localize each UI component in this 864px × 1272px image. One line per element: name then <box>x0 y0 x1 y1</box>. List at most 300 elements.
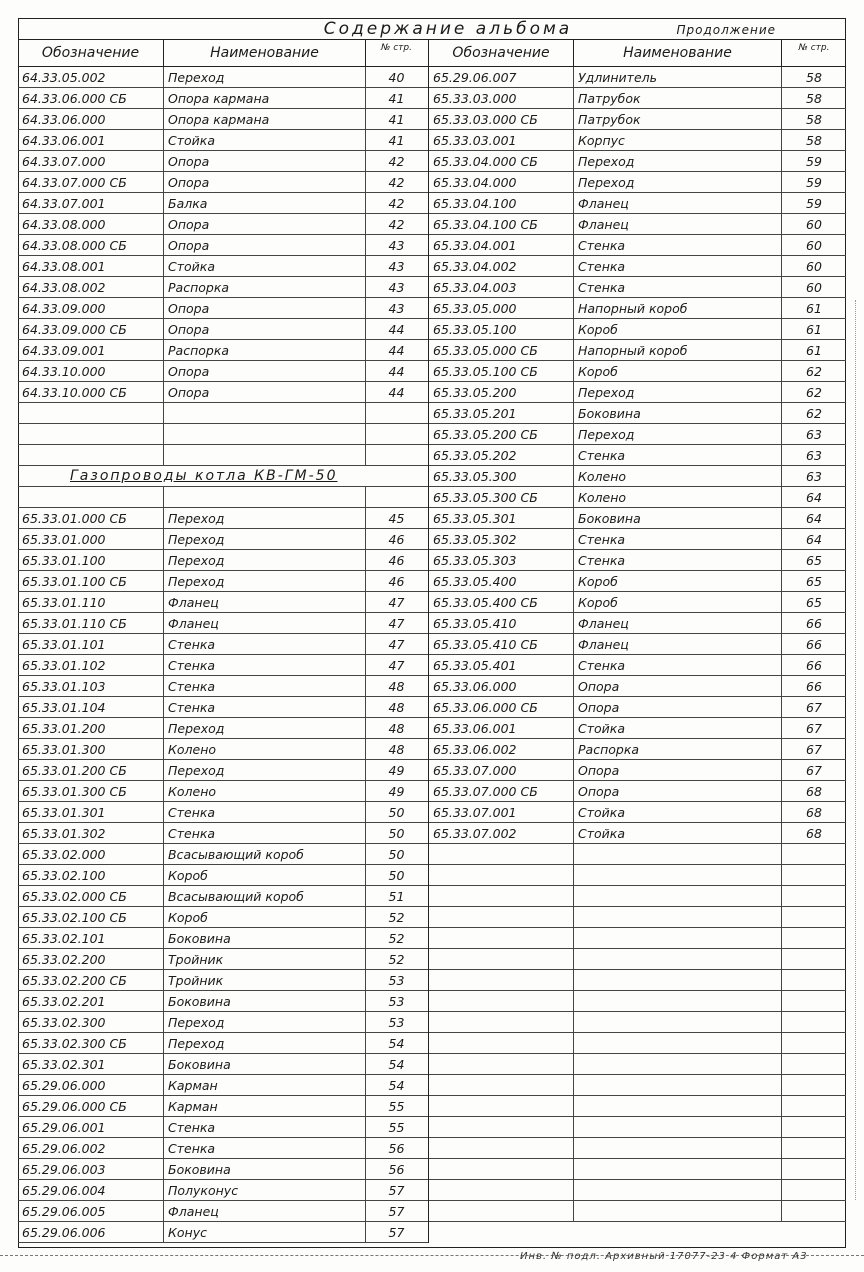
page-cell: 57 <box>388 1225 405 1240</box>
empty-cell <box>574 991 782 1011</box>
name-cell: Стенка <box>574 655 782 675</box>
page-cell: 57 <box>388 1204 405 1219</box>
empty-cell <box>574 970 782 990</box>
table-row <box>429 760 846 781</box>
designation-cell: 64.33.06.001 <box>18 130 164 150</box>
name-cell: Стенка <box>574 529 782 549</box>
name-cell: Боковина <box>164 991 366 1011</box>
page-cell: 63 <box>806 469 822 484</box>
designation-cell: 65.33.01.301 <box>18 802 164 822</box>
designation-cell: 65.33.05.401 <box>429 655 574 675</box>
designation-cell: 65.33.04.100 СБ <box>429 214 574 234</box>
designation-cell: 65.29.06.007 <box>429 67 574 87</box>
empty-cell <box>429 1180 574 1200</box>
designation-cell: 65.33.03.000 СБ <box>429 109 574 129</box>
designation-cell: 65.33.01.200 СБ <box>18 760 164 780</box>
table-row <box>429 172 846 193</box>
page-cell: 51 <box>388 889 405 904</box>
section-title: Газопроводы котла КВ-ГМ-50 <box>70 468 338 484</box>
table-row <box>429 739 846 760</box>
page-cell: 49 <box>388 784 405 799</box>
right-table <box>429 40 846 1222</box>
page-cell: 62 <box>806 385 822 400</box>
table-row <box>18 67 428 88</box>
empty-row <box>429 991 846 1012</box>
empty-cell <box>782 1012 846 1032</box>
page-cell: 49 <box>388 763 405 778</box>
designation-cell: 65.33.05.100 СБ <box>429 361 574 381</box>
page-cell: 66 <box>806 616 822 631</box>
name-cell <box>164 487 366 507</box>
name-cell: Стенка <box>574 235 782 255</box>
table-row <box>18 970 428 991</box>
header-name: Наименование <box>164 40 366 66</box>
designation-cell: 65.33.03.000 <box>429 88 574 108</box>
page-cell: 44 <box>388 322 405 337</box>
table-row <box>429 613 846 634</box>
name-cell: Опора <box>574 697 782 717</box>
table-row <box>429 277 846 298</box>
name-cell: Стенка <box>574 256 782 276</box>
page-cell: 52 <box>388 952 405 967</box>
table-row <box>429 592 846 613</box>
name-cell: Конус <box>164 1222 366 1242</box>
designation-cell <box>18 487 164 507</box>
table-row <box>18 1222 428 1243</box>
name-cell: Переход <box>164 1033 366 1053</box>
name-cell: Опора кармана <box>164 109 366 129</box>
empty-row <box>429 1201 846 1222</box>
page-cell: 47 <box>388 637 405 652</box>
table-row <box>18 949 428 970</box>
page-cell: 57 <box>388 1183 405 1198</box>
table-row <box>18 718 428 739</box>
page-cell <box>366 445 427 465</box>
table-row <box>18 928 428 949</box>
designation-cell: 65.33.05.000 СБ <box>429 340 574 360</box>
name-cell: Короб <box>574 319 782 339</box>
table-row <box>18 130 428 151</box>
empty-row <box>429 1096 846 1117</box>
table-row <box>429 802 846 823</box>
designation-cell: 65.33.02.200 <box>18 949 164 969</box>
page-cell: 62 <box>806 406 822 421</box>
page-cell: 42 <box>388 196 405 211</box>
empty-cell <box>782 1096 846 1116</box>
table-row <box>18 88 428 109</box>
empty-cell <box>574 1180 782 1200</box>
page-cell: 66 <box>806 637 822 652</box>
empty-cell <box>429 928 574 948</box>
name-cell: Фланец <box>574 613 782 633</box>
name-cell: Стенка <box>164 634 366 654</box>
table-row <box>18 424 428 445</box>
name-cell: Переход <box>164 508 366 528</box>
table-row <box>18 1201 428 1222</box>
name-cell: Стенка <box>164 802 366 822</box>
name-cell: Фланец <box>164 613 366 633</box>
designation-cell: 65.33.01.102 <box>18 655 164 675</box>
designation-cell <box>18 445 164 465</box>
table-row <box>18 361 428 382</box>
table-row <box>18 172 428 193</box>
page-cell: 48 <box>388 679 405 694</box>
table-row <box>429 88 846 109</box>
empty-cell <box>574 1075 782 1095</box>
name-cell: Распорка <box>164 277 366 297</box>
table-row <box>429 319 846 340</box>
page-cell: 54 <box>388 1036 405 1051</box>
designation-cell: 64.33.07.000 СБ <box>18 172 164 192</box>
table-row <box>18 676 428 697</box>
table-row <box>429 529 846 550</box>
empty-cell <box>782 1054 846 1074</box>
page-cell: 50 <box>388 868 405 883</box>
page-cell: 41 <box>388 91 405 106</box>
page-cell: 56 <box>388 1162 405 1177</box>
empty-cell <box>429 886 574 906</box>
table-row <box>429 235 846 256</box>
designation-cell: 65.29.06.001 <box>18 1117 164 1137</box>
designation-cell: 65.33.01.302 <box>18 823 164 843</box>
empty-cell <box>574 886 782 906</box>
designation-cell: 65.33.02.000 СБ <box>18 886 164 906</box>
name-cell: Напорный короб <box>574 340 782 360</box>
empty-row <box>429 1138 846 1159</box>
name-cell: Стенка <box>164 1117 366 1137</box>
table-row <box>429 340 846 361</box>
title-bar <box>18 18 846 40</box>
name-cell: Боковина <box>574 403 782 423</box>
continuation-label: Продолжение <box>676 23 776 37</box>
empty-cell <box>782 907 846 927</box>
name-cell: Опора <box>164 235 366 255</box>
page-cell: 40 <box>388 70 405 85</box>
designation-cell <box>18 403 164 423</box>
table-row <box>18 655 428 676</box>
name-cell: Стенка <box>574 277 782 297</box>
header-designation: Обозначение <box>18 40 164 66</box>
table-row <box>429 823 846 844</box>
designation-cell: 64.33.07.001 <box>18 193 164 213</box>
page-cell: 61 <box>806 343 822 358</box>
table-row <box>429 424 846 445</box>
name-cell: Фланец <box>574 214 782 234</box>
designation-cell: 65.33.05.303 <box>429 550 574 570</box>
table-row <box>18 508 428 529</box>
header-designation: Обозначение <box>429 40 574 66</box>
page-cell: 52 <box>388 910 405 925</box>
page-cell: 47 <box>388 658 405 673</box>
table-row <box>18 298 428 319</box>
page-cell: 60 <box>806 280 822 295</box>
name-cell: Опора <box>164 151 366 171</box>
name-cell: Распорка <box>164 340 366 360</box>
page-cell: 44 <box>388 343 405 358</box>
name-cell: Переход <box>164 67 366 87</box>
page-cell: 60 <box>806 217 822 232</box>
empty-row <box>429 1159 846 1180</box>
name-cell: Стойка <box>574 718 782 738</box>
designation-cell: 65.33.04.001 <box>429 235 574 255</box>
name-cell: Короб <box>164 865 366 885</box>
name-cell: Короб <box>574 592 782 612</box>
page-cell: 42 <box>388 217 405 232</box>
page-cell: 65 <box>806 595 822 610</box>
table-row <box>18 151 428 172</box>
table-row <box>18 109 428 130</box>
page-cell: 58 <box>806 70 822 85</box>
header-page: № стр. <box>798 43 830 53</box>
designation-cell: 65.33.05.200 СБ <box>429 424 574 444</box>
empty-row <box>429 1075 846 1096</box>
name-cell: Стенка <box>164 823 366 843</box>
left-table <box>18 40 429 1243</box>
page-cell: 48 <box>388 700 405 715</box>
page-cell: 47 <box>388 595 405 610</box>
designation-cell: 65.33.01.110 <box>18 592 164 612</box>
archive-stamp: Инв. № подл. Архивный 17077-23 4 Формат А3 <box>520 1251 808 1262</box>
name-cell: Опора <box>574 760 782 780</box>
empty-cell <box>574 1138 782 1158</box>
empty-cell <box>574 1201 782 1221</box>
page-cell: 60 <box>806 238 822 253</box>
designation-cell: 65.33.06.000 <box>429 676 574 696</box>
name-cell: Колено <box>164 739 366 759</box>
designation-cell: 64.33.08.000 <box>18 214 164 234</box>
empty-cell <box>782 865 846 885</box>
table-row <box>18 739 428 760</box>
page-cell: 61 <box>806 301 822 316</box>
table-row <box>18 1033 428 1054</box>
name-cell: Стойка <box>164 256 366 276</box>
table-row <box>429 655 846 676</box>
empty-row <box>429 1033 846 1054</box>
designation-cell: 65.33.05.400 <box>429 571 574 591</box>
page-cell: 58 <box>806 133 822 148</box>
table-row <box>429 130 846 151</box>
table-row <box>18 529 428 550</box>
designation-cell: 64.33.10.000 СБ <box>18 382 164 402</box>
empty-cell <box>429 1138 574 1158</box>
name-cell: Боковина <box>574 508 782 528</box>
table-row <box>18 991 428 1012</box>
page-cell: 47 <box>388 616 405 631</box>
empty-row <box>429 1012 846 1033</box>
page-cell: 59 <box>806 196 822 211</box>
page-cell: 43 <box>388 301 405 316</box>
empty-cell <box>429 844 574 864</box>
empty-cell <box>429 1159 574 1179</box>
designation-cell: 64.33.09.001 <box>18 340 164 360</box>
name-cell: Стенка <box>164 655 366 675</box>
designation-cell: 65.33.02.301 <box>18 1054 164 1074</box>
empty-cell <box>782 1138 846 1158</box>
page-cell: 67 <box>806 700 822 715</box>
name-cell: Патрубок <box>574 109 782 129</box>
designation-cell: 64.33.05.002 <box>18 67 164 87</box>
page-cell: 64 <box>806 532 822 547</box>
page-cell: 68 <box>806 784 822 799</box>
page-cell: 42 <box>388 175 405 190</box>
name-cell: Колено <box>574 487 782 507</box>
empty-cell <box>574 1054 782 1074</box>
name-cell: Стойка <box>574 823 782 843</box>
designation-cell: 65.33.01.000 <box>18 529 164 549</box>
page-cell: 53 <box>388 973 405 988</box>
page-cell: 53 <box>388 1015 405 1030</box>
empty-row <box>429 928 846 949</box>
name-cell: Переход <box>164 571 366 591</box>
table-row <box>18 613 428 634</box>
table-row <box>429 151 846 172</box>
page-cell: 42 <box>388 154 405 169</box>
designation-cell: 65.33.01.300 СБ <box>18 781 164 801</box>
empty-cell <box>574 949 782 969</box>
page-cell: 50 <box>388 826 405 841</box>
header-name: Наименование <box>574 40 782 66</box>
page-cell: 46 <box>388 553 405 568</box>
designation-cell: 65.33.05.400 СБ <box>429 592 574 612</box>
designation-cell: 65.33.02.000 <box>18 844 164 864</box>
table-row <box>18 1012 428 1033</box>
table-row <box>18 592 428 613</box>
table-row <box>18 1159 428 1180</box>
designation-cell: 65.33.04.100 <box>429 193 574 213</box>
designation-cell: 65.29.06.000 <box>18 1075 164 1095</box>
edge-line <box>855 300 856 1200</box>
page-cell: 67 <box>806 763 822 778</box>
table-row <box>18 823 428 844</box>
designation-cell: 65.33.04.000 СБ <box>429 151 574 171</box>
empty-cell <box>429 1117 574 1137</box>
designation-cell: 65.33.07.001 <box>429 802 574 822</box>
designation-cell: 65.29.06.005 <box>18 1201 164 1221</box>
name-cell: Фланец <box>574 193 782 213</box>
designation-cell: 65.33.01.300 <box>18 739 164 759</box>
designation-cell: 65.33.01.000 СБ <box>18 508 164 528</box>
table-row <box>429 109 846 130</box>
table-row <box>429 403 846 424</box>
name-cell: Карман <box>164 1096 366 1116</box>
empty-cell <box>782 1180 846 1200</box>
name-cell <box>164 403 366 423</box>
page-cell <box>366 424 427 444</box>
name-cell: Боковина <box>164 928 366 948</box>
table-row <box>18 382 428 403</box>
designation-cell: 65.33.01.101 <box>18 634 164 654</box>
page-cell: 46 <box>388 532 405 547</box>
designation-cell: 65.29.06.002 <box>18 1138 164 1158</box>
table-row <box>429 550 846 571</box>
table-row <box>18 907 428 928</box>
empty-cell <box>782 949 846 969</box>
designation-cell: 65.33.05.000 <box>429 298 574 318</box>
name-cell: Переход <box>574 382 782 402</box>
page-cell: 55 <box>388 1099 405 1114</box>
name-cell: Стенка <box>164 676 366 696</box>
table-row <box>429 718 846 739</box>
designation-cell: 64.33.08.000 СБ <box>18 235 164 255</box>
left-rows-bottom <box>18 487 428 1243</box>
page-cell: 63 <box>806 448 822 463</box>
designation-cell: 65.33.02.100 СБ <box>18 907 164 927</box>
left-column-headers <box>18 40 428 67</box>
page-cell: 64 <box>806 511 822 526</box>
page-cell: 67 <box>806 742 822 757</box>
name-cell: Короб <box>574 571 782 591</box>
name-cell: Боковина <box>164 1159 366 1179</box>
page-cell: 59 <box>806 154 822 169</box>
name-cell: Фланец <box>574 634 782 654</box>
empty-cell <box>574 928 782 948</box>
designation-cell: 65.33.02.300 СБ <box>18 1033 164 1053</box>
name-cell: Опора <box>164 298 366 318</box>
designation-cell: 65.33.02.100 <box>18 865 164 885</box>
name-cell: Стенка <box>164 1138 366 1158</box>
table-row <box>18 193 428 214</box>
empty-row <box>429 1117 846 1138</box>
name-cell <box>164 445 366 465</box>
page-cell: 65 <box>806 574 822 589</box>
name-cell: Стойка <box>164 130 366 150</box>
page-cell: 43 <box>388 238 405 253</box>
empty-row <box>429 1054 846 1075</box>
designation-cell: 65.33.01.104 <box>18 697 164 717</box>
designation-cell <box>18 424 164 444</box>
page-cell: 66 <box>806 679 822 694</box>
name-cell: Балка <box>164 193 366 213</box>
page-cell: 68 <box>806 826 822 841</box>
name-cell: Патрубок <box>574 88 782 108</box>
table-row <box>429 508 846 529</box>
page-cell: 52 <box>388 931 405 946</box>
page-cell: 50 <box>388 847 405 862</box>
table-row <box>429 634 846 655</box>
page-cell <box>366 403 427 423</box>
designation-cell: 65.33.02.101 <box>18 928 164 948</box>
table-row <box>429 298 846 319</box>
table-row <box>18 865 428 886</box>
page-cell: 62 <box>806 364 822 379</box>
table-row <box>18 571 428 592</box>
designation-cell: 65.33.02.201 <box>18 991 164 1011</box>
page-cell: 65 <box>806 553 822 568</box>
designation-cell: 65.33.06.001 <box>429 718 574 738</box>
empty-cell <box>782 1033 846 1053</box>
empty-cell <box>574 1117 782 1137</box>
designation-cell: 65.29.06.004 <box>18 1180 164 1200</box>
section-heading-row <box>18 466 428 487</box>
designation-cell: 65.33.01.103 <box>18 676 164 696</box>
right-column-headers <box>429 40 846 67</box>
empty-cell <box>429 1201 574 1221</box>
table-row <box>18 781 428 802</box>
page-cell: 55 <box>388 1120 405 1135</box>
table-row <box>18 802 428 823</box>
designation-cell: 65.33.01.100 СБ <box>18 571 164 591</box>
designation-cell: 65.33.02.300 <box>18 1012 164 1032</box>
designation-cell: 64.33.06.000 СБ <box>18 88 164 108</box>
page-cell: 43 <box>388 259 405 274</box>
name-cell: Короб <box>574 361 782 381</box>
table-row <box>18 550 428 571</box>
table-row <box>429 445 846 466</box>
empty-row <box>429 907 846 928</box>
name-cell: Распорка <box>574 739 782 759</box>
designation-cell: 65.33.01.110 СБ <box>18 613 164 633</box>
page-cell: 67 <box>806 721 822 736</box>
